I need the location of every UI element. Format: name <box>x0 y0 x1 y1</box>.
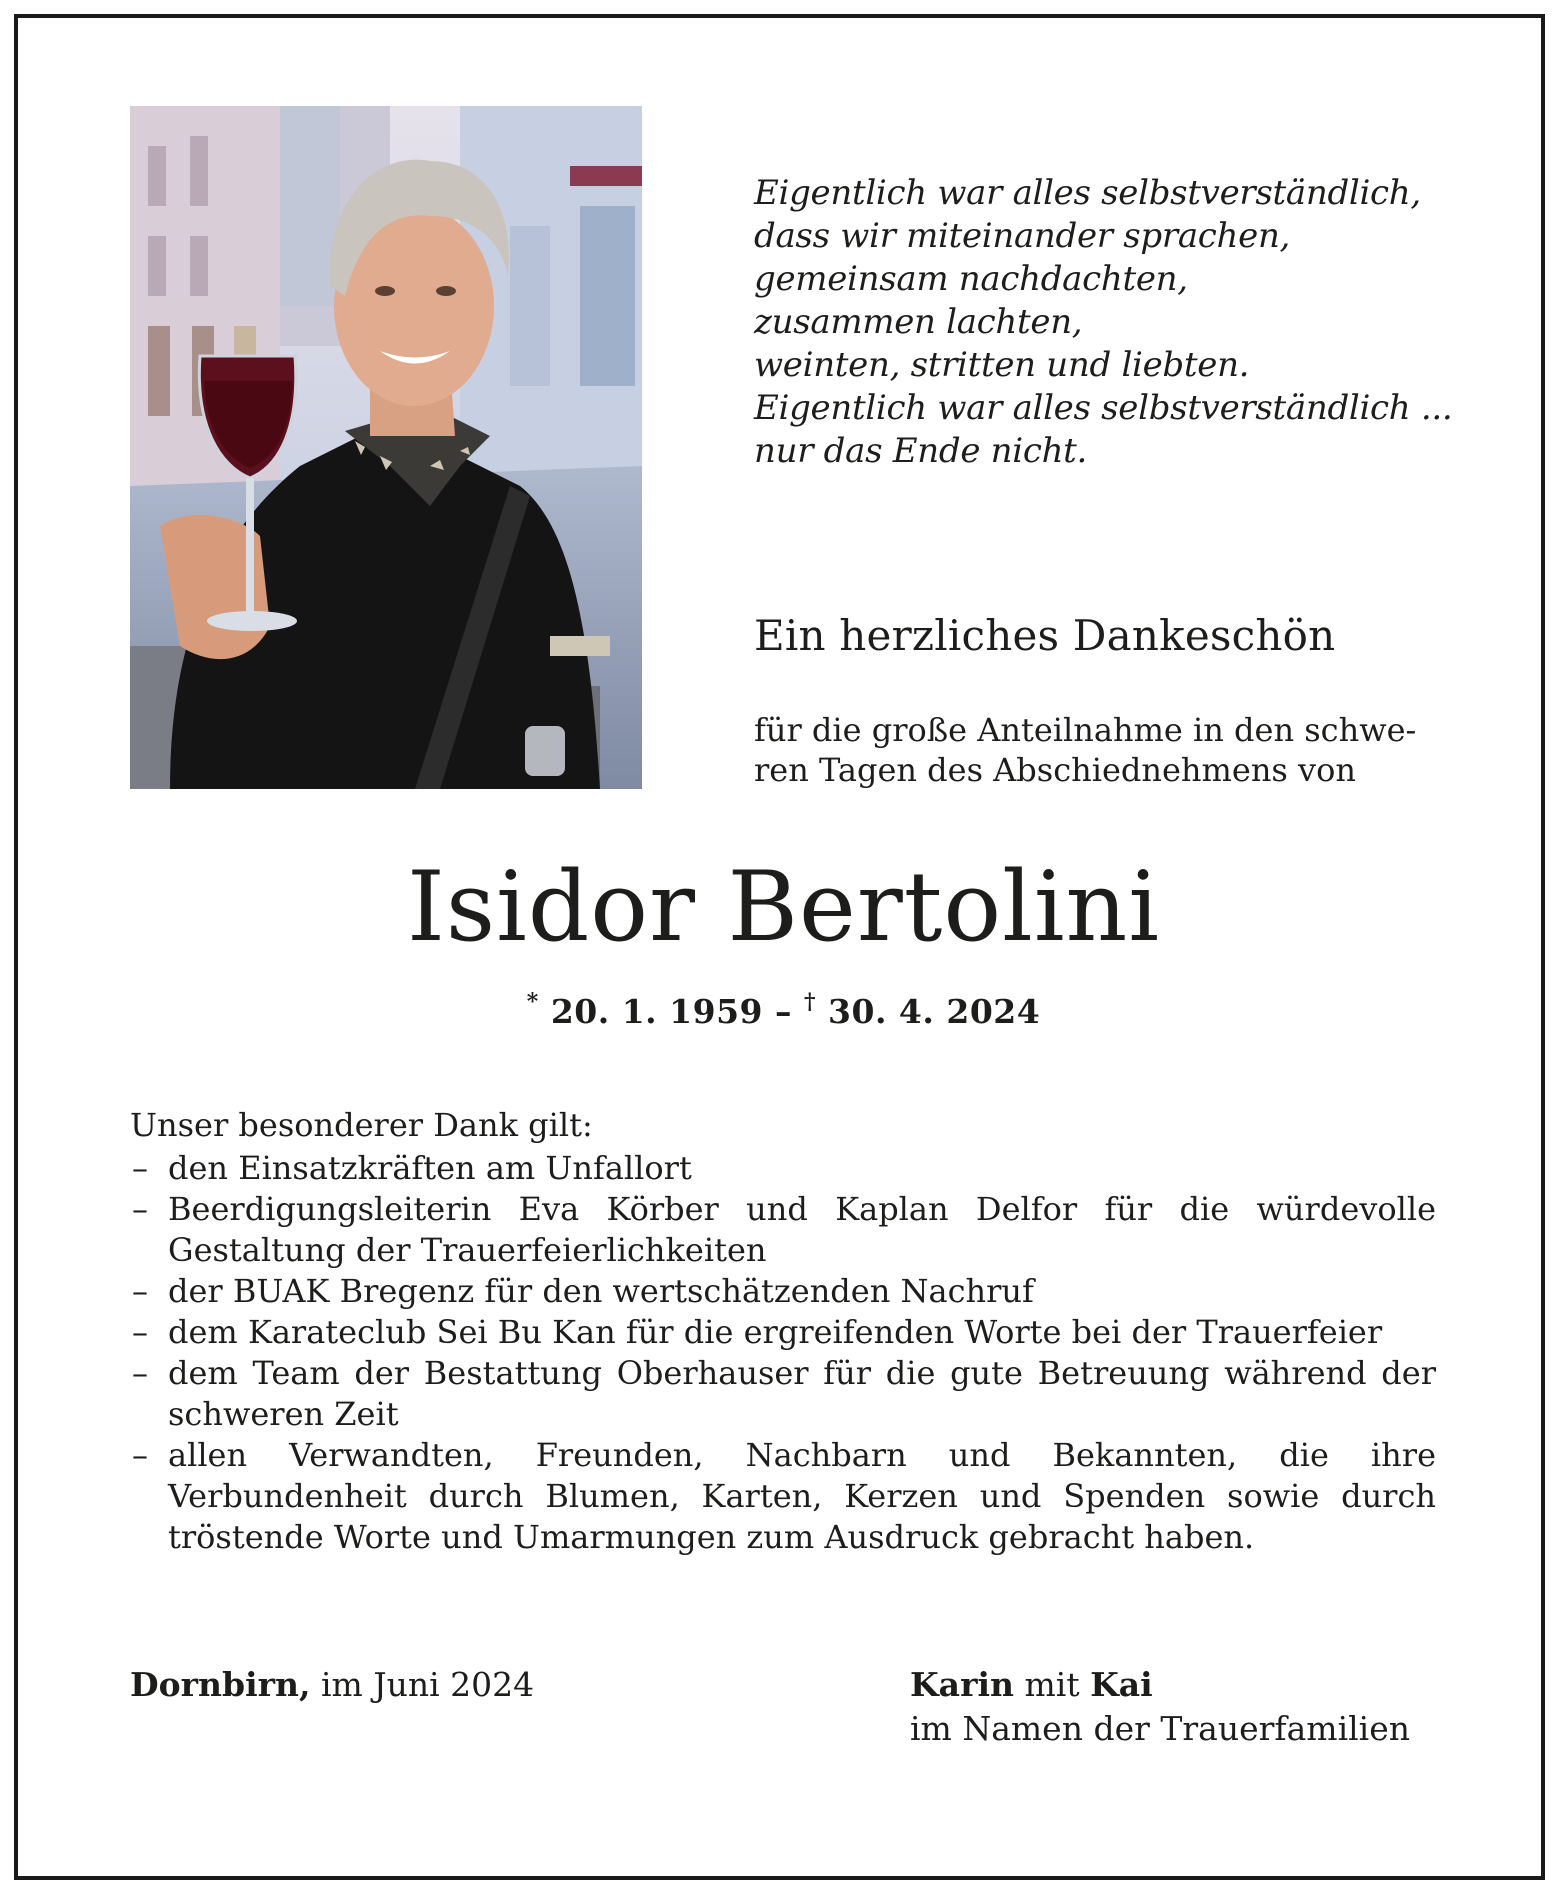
signer-karin: Karin <box>910 1665 1014 1704</box>
signature-block <box>910 1663 1410 1751</box>
portrait-illustration <box>130 106 642 789</box>
date-separator: – <box>775 992 792 1031</box>
signer-kai: Kai <box>1090 1665 1153 1704</box>
gratitude-heading: Unser besonderer Dank gilt: <box>130 1106 593 1144</box>
poem-line: Eigentlich war alles selbstverständlich ... <box>754 388 1453 428</box>
birth-date: 20. 1. 1959 <box>550 992 763 1031</box>
poem-line: Eigentlich war alles selbstverständlich, <box>754 173 1421 213</box>
death-date: 30. 4. 2024 <box>828 992 1041 1031</box>
poem-line: dass wir miteinander sprachen, <box>754 216 1291 256</box>
gratitude-item: – allen Verwandten, Freunden, Nachbarn und Bekannten, die ihre Verbundenheit durch Blumen, Karten, Kerzen und Spenden sowie durch tröstende Worte und Umarmungen zum Ausdruck gebracht haben. <box>130 1435 1436 1558</box>
thanks-line: ren Tagen des Abschiednehmens von <box>754 751 1356 789</box>
poem <box>754 172 1454 473</box>
signer-connector: mit <box>1024 1665 1080 1704</box>
place-date <box>130 1663 534 1707</box>
gratitude-item: – dem Team der Bestattung Oberhauser für die gute Betreuung während der schweren Zeit <box>130 1353 1436 1435</box>
gratitude-list <box>130 1148 1436 1558</box>
thanks-text <box>754 710 1416 790</box>
on-behalf: im Namen der Trauerfamilien <box>910 1709 1411 1748</box>
poem-line: zusammen lachten, <box>754 302 1083 342</box>
thanks-title: Ein herzliches Dankeschön <box>754 611 1336 660</box>
gratitude-item: – der BUAK Bregenz für den wertschätzenden Nachruf <box>130 1271 1436 1312</box>
gratitude-item: – Beerdigungsleiterin Eva Körber und Kaplan Delfor für die würdevolle Gestaltung der Trauerfeierlichkeiten <box>130 1189 1436 1271</box>
gratitude-item: – den Einsatzkräften am Unfallort <box>130 1148 1436 1189</box>
date: im Juni 2024 <box>321 1665 535 1704</box>
life-dates <box>0 980 1567 1034</box>
poem-line: gemeinsam nachdachten, <box>754 259 1188 299</box>
place: Dornbirn, <box>130 1665 311 1704</box>
signers <box>910 1663 1410 1707</box>
poem-line: nur das Ende nicht. <box>754 431 1088 471</box>
deceased-name: Isidor Bertolini <box>406 851 1161 963</box>
portrait-photo <box>130 106 642 789</box>
gratitude-item: – dem Karateclub Sei Bu Kan für die ergreifenden Worte bei der Trauerfeier <box>130 1312 1436 1353</box>
thanks-line: für die große Anteilnahme in den schwe- <box>754 711 1417 749</box>
death-symbol: † <box>804 989 817 1015</box>
gratitude-section <box>130 1105 1436 1558</box>
birth-symbol: * <box>526 989 539 1015</box>
poem-line: weinten, stritten und liebten. <box>754 345 1250 385</box>
